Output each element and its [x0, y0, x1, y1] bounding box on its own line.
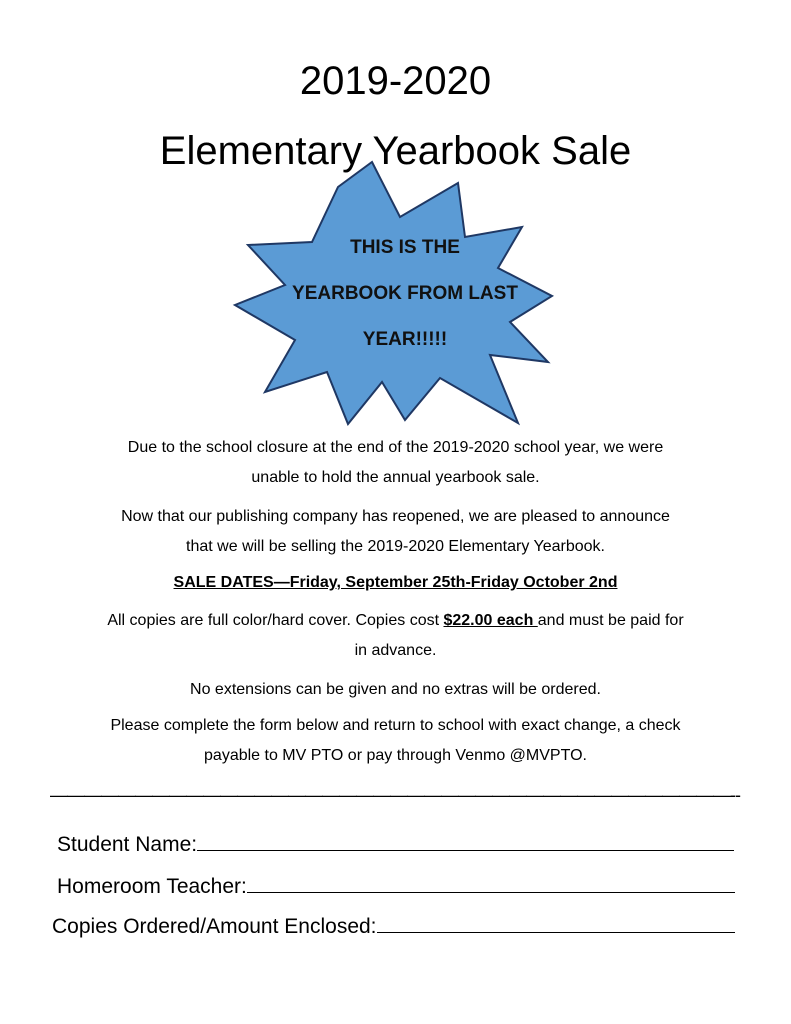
price-text-after: and must be paid for: [537, 612, 684, 629]
homeroom-teacher-label: Homeroom Teacher:: [57, 875, 247, 898]
cut-line-divider: ————————————————————————————————————————--: [50, 785, 740, 805]
title-year: 2019-2020: [299, 59, 492, 103]
copies-ordered-field[interactable]: [377, 910, 735, 933]
starburst-line-1: THIS IS THE: [350, 237, 460, 258]
starburst-line-2: YEARBOOK FROM LAST: [292, 283, 518, 304]
homeroom-teacher-row: [57, 870, 735, 902]
copies-ordered-label: Copies Ordered/Amount Enclosed:: [52, 915, 377, 938]
price-text-before: All copies are full color/hard cover. Copies cost: [107, 612, 444, 629]
homeroom-teacher-field[interactable]: [247, 870, 735, 893]
price-line-1: [40, 606, 751, 636]
announcement-line-1: Now that our publishing company has reopened, we are pleased to announce: [121, 508, 670, 525]
no-extensions-note: No extensions can be given and no extras will be ordered.: [190, 681, 601, 698]
student-name-field[interactable]: [197, 828, 734, 851]
instructions-paragraph: [40, 711, 751, 771]
student-name-row: [57, 828, 734, 860]
closure-line-1: Due to the school closure at the end of the 2019-2020 school year, we were: [127, 439, 664, 456]
announcement-line-2: that we will be selling the 2019-2020 Elementary Yearbook.: [186, 538, 605, 555]
starburst-text: [270, 225, 540, 363]
sale-dates: SALE DATES—Friday, September 25th-Friday October 2nd: [173, 574, 618, 591]
price-line-2: in advance.: [354, 642, 437, 659]
closure-line-2: unable to hold the annual yearbook sale.: [251, 469, 540, 486]
instructions-line-2: payable to MV PTO or pay through Venmo @MVPTO.: [204, 747, 587, 764]
price-paragraph: [40, 606, 751, 666]
announcement-paragraph: [40, 502, 751, 562]
student-name-label: Student Name:: [57, 833, 198, 856]
price-amount: $22.00 each: [443, 612, 538, 629]
page-title: Elementary Yearbook Sale: [159, 129, 632, 173]
copies-ordered-row: [52, 910, 735, 942]
starburst-line-3: YEAR!!!!!: [362, 329, 448, 350]
instructions-line-1: Please complete the form below and return to school with exact change, a check: [110, 717, 681, 734]
closure-paragraph: [40, 433, 751, 493]
